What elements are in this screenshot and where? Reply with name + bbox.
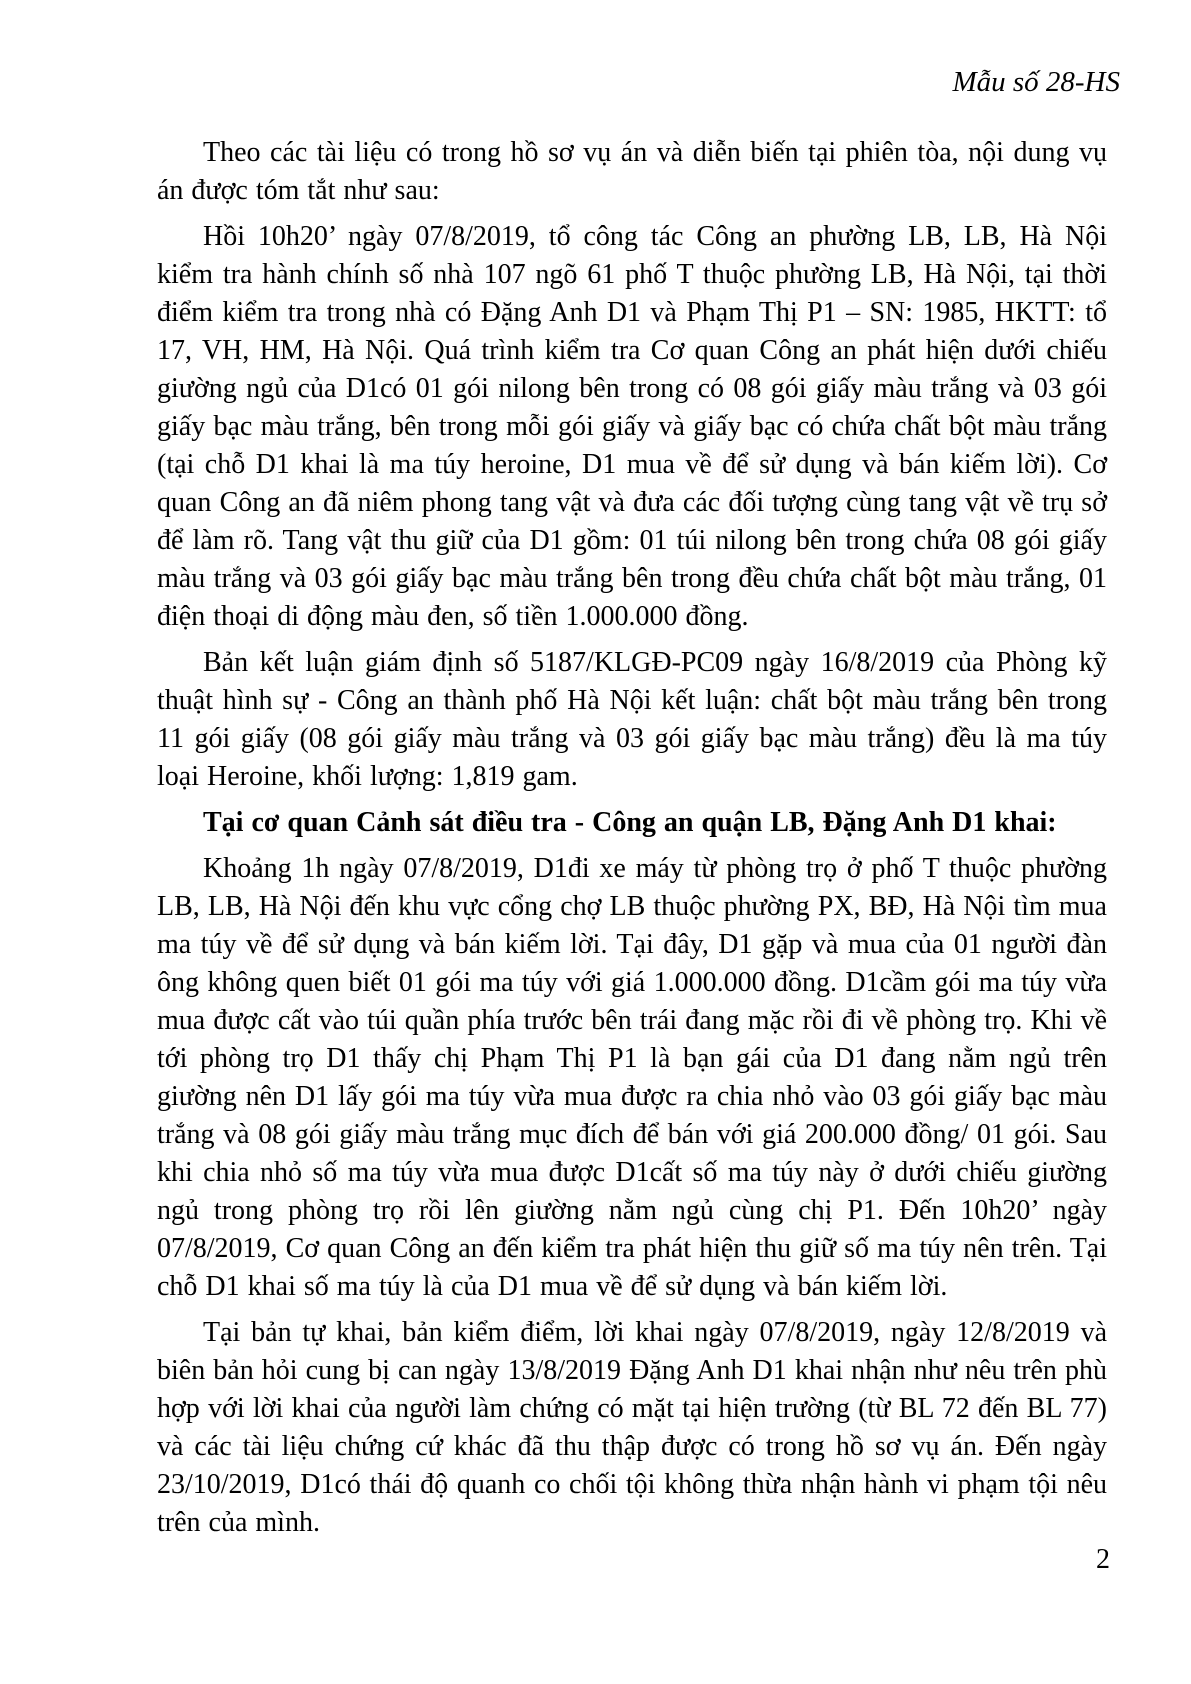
intro-paragraph: Theo các tài liệu có trong hồ sơ vụ án và diễn biến tại phiên tòa, nội dung vụ án được tóm tắt như sau: bbox=[157, 137, 1107, 206]
conclusion-paragraph: Tại bản tự khai, bản kiểm điểm, lời khai ngày 07/8/2019, ngày 12/8/2019 và biên bản hỏi cung bị can ngày 13/8/2019 Đặng Anh D1 khai nhận như nêu trên phù hợp với lời khai của người làm chứng có mặt tại hiện trường (từ BL 72 đến BL 77) và các tài liệu chứng cứ khác đã thu thập được có trong hồ sơ vụ án. Đến ngày 23/10/2019, D1có thái độ quanh co chối tội không thừa nhận hành vi phạm tội nêu trên của mình. bbox=[157, 1317, 1107, 1538]
document-body bbox=[157, 134, 1107, 1550]
section-heading: Tại cơ quan Cảnh sát điều tra - Công an quận LB, Đặng Anh D1 khai: bbox=[203, 807, 1057, 838]
statement-paragraph: Khoảng 1h ngày 07/8/2019, D1đi xe máy từ phòng trọ ở phố T thuộc phường LB, LB, Hà Nội đến khu vực cổng chợ LB thuộc phường PX, BĐ, Hà Nội tìm mua ma túy về để sử dụng và bán kiếm lời. Tại đây, D1 gặp và mua của 01 người đàn ông không quen biết 01 gói ma túy với giá 1.000.000 đồng. D1cầm gói ma túy vừa mua được cất vào túi quần phía trước bên trái đang mặc rồi đi về phòng trọ. Khi về tới phòng trọ D1 thấy chị Phạm Thị P1 là bạn gái của D1 đang nằm ngủ trên giường nên D1 lấy gói ma túy vừa mua được ra chia nhỏ vào 03 gói giấy bạc màu trắng và 08 gói giấy màu trắng mục đích để bán với giá 200.000 đồng/ 01 gói. Sau khi chia nhỏ số ma túy vừa mua được D1cất số ma túy này ở dưới chiếu giường ngủ trong phòng trọ rồi lên giường nằm ngủ cùng chị P1. Đến 10h20’ ngày 07/8/2019, Cơ quan Công an đến kiểm tra phát hiện thu giữ số ma túy nên trên. Tại chỗ D1 khai số ma túy là của D1 mua về để sử dụng và bán kiếm lời. bbox=[157, 853, 1107, 1302]
forensic-conclusion-paragraph: Bản kết luận giám định số 5187/KLGĐ-PC09 ngày 16/8/2019 của Phòng kỹ thuật hình sự - Công an thành phố Hà Nội kết luận: chất bột màu trắng bên trong 11 gói giấy (08 gói giấy màu trắng và 03 gói giấy bạc màu trắng) đều là ma túy loại Heroine, khối lượng: 1,819 gam. bbox=[157, 647, 1107, 792]
page-number: 2 bbox=[1096, 1544, 1110, 1575]
incident-paragraph: Hồi 10h20’ ngày 07/8/2019, tổ công tác Công an phường LB, LB, Hà Nội kiểm tra hành chính số nhà 107 ngõ 61 phố T thuộc phường LB, Hà Nội, tại thời điểm kiểm tra trong nhà có Đặng Anh D1 và Phạm Thị P1 – SN: 1985, HKTT: tổ 17, VH, HM, Hà Nội. Quá trình kiểm tra Cơ quan Công an phát hiện dưới chiếu giường ngủ của D1có 01 gói nilong bên trong có 08 gói giấy màu trắng và 03 gói giấy bạc màu trắng, bên trong mỗi gói giấy và giấy bạc có chứa chất bột màu trắng (tại chỗ D1 khai là ma túy heroine, D1 mua về để sử dụng và bán kiếm lời). Cơ quan Công an đã niêm phong tang vật và đưa các đối tượng cùng tang vật về trụ sở để làm rõ. Tang vật thu giữ của D1 gồm: 01 túi nilong bên trong chứa 08 gói giấy màu trắng và 03 gói giấy bạc màu trắng bên trong đều chứa chất bột màu trắng, 01 điện thoại di động màu đen, số tiền 1.000.000 đồng. bbox=[157, 221, 1107, 632]
form-number-label: Mẫu số 28-HS bbox=[952, 66, 1120, 98]
